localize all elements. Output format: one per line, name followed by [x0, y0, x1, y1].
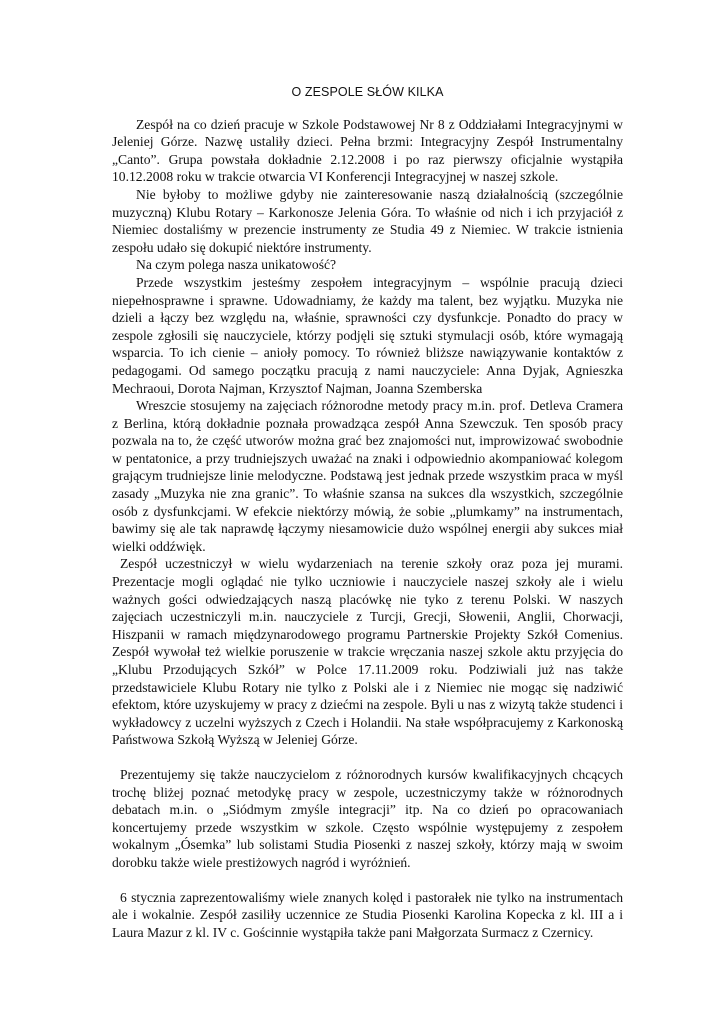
paragraph-presentations: Prezentujemy się także nauczycielom z różnorodnych kursów kwalifikacyjnych chcących trochę bliżej poznać metodykę pracy w zespole, uczestniczymy także w różnorodnych debatach m.in. o „Siódmym zmyśle integracji” itp. Na co dzień po opracowaniach koncertujemy przede wszystkim w szkole. Często wspólnie występujemy z zespołem wokalnym „Ósemka” lub solistami Studia Piosenki z naszej szkoły, którzy mają w swoim dorobku także wiele prestiżowych nagród i wyróżnień.	[112, 766, 623, 870]
document-title: O ZESPOLE SŁÓW KILKA	[291, 85, 444, 99]
paragraph-carols: 6 stycznia zaprezentowaliśmy wiele znanych kolęd i pastorałek nie tylko na instrumentach ale i wokalnie. Zespół zasiliły uczennice ze Studia Piosenki Karolina Kopecka z kl. III a i Laura Mazur z kl. IV c. Gościnnie wystąpiła także pani Małgorzata Surmacz z Czernicy.	[112, 889, 623, 940]
paragraph-methods: Wreszcie stosujemy na zajęciach różnorodne metody pracy m.in. prof. Detleva Cramera z Berlina, którą dokładnie poznała prowadząca zespół Anna Szewczuk. Ten sposób pracy pozwala na to, że część utworów można grać bez znajomości nut, improwizować swobodnie w pentatonice, a przy trudniejszych uważać na znaki i odpowiednio akompaniować kolegom grającym trudniejsze linie melodyczne. Podstawą jest jednak przede wszystkim praca w myśl zasady „Muzyka nie zna granic”. To właśnie szansa na sukces dla wszystkich, szczególnie osób z dysfunkcjami. W efekcie niektórzy mówią, że sobie „plumkamy” na instrumentach, bawimy się ale tak naprawdę łączymy niesamowicie dużo wspólnej energii aby sukces miał wielki oddźwięk.	[112, 398, 623, 554]
paragraph-question: Na czym polega nasza unikatowość?	[136, 257, 337, 273]
paragraph-intro: Zespół na co dzień pracuje w Szkole Podstawowej Nr 8 z Oddziałami Integracyjnymi w Jeleniej Górze. Nazwę ustaliły dzieci. Pełna brzmi: Integracyjny Zespół Instrumentalny „Canto”. Grupa powstała dokładnie 2.12.2008 i po raz pierwszy oficjalnie wystąpiła 10.12.2008 roku w trakcie otwarcia VI Konferencji Integracyjnej w naszej szkole.	[112, 116, 623, 185]
paragraph-events: Zespół uczestniczył w wielu wydarzeniach na terenie szkoły oraz poza jej murami. Prezentacje mogli oglądać nie tylko uczniowie i nauczyciele naszej szkoły ale i wielu ważnych gości odwiedzających naszą placówkę nie tyko z terenu Polski. W naszych zajęciach uczestniczyli m.in. nauczyciele z Turcji, Grecji, Słowenii, Anglii, Chorwacji, Hiszpanii w ramach międzynarodowego programu Partnerskie Projekty Szkół Comenius. Zespół wywołał też wielkie poruszenie w trakcie wręczania naszej szkole aktu przyjęcia do „Klubu Przodujących Szkół” w Polce 17.11.2009 roku. Podziwiali już nas także przedstawiciele Klubu Rotary nie tylko z Polski ale i z Niemiec nie mogąc się nadziwić efektom, które uzyskujemy w pracy z dziećmi na zespole. Byli u nas z wizytą także studenci i wykładowcy z uczelni wyższych z Czech i Holandii. Na stałe współpracujemy z Karkonoską Państwowa Szkołą Wyższą w Jeleniej Górze.	[112, 556, 623, 748]
paragraph-integration: Przede wszystkim jesteśmy zespołem integracyjnym – wspólnie pracują dzieci niepełnosprawne i sprawne. Udowadniamy, że każdy ma talent, bez wyjątku. Muzyka nie dzieli a łączy bez względu na, właśnie, sprawności czy dysfunkcje. Ponadto do pracy w zespole zgłosili się nauczyciele, którzy podjęli się sztuki stymulacji osób, które wymagają wsparcia. To ich cienie – anioły pomocy. To również bliższe nawiązywanie kontaktów z pedagogami. Od samego początku pracują z nami nauczyciele: Anna Dyjak, Agnieszka Mechraoui, Dorota Najman, Krzysztof Najman, Joanna Szemberska	[112, 274, 623, 396]
paragraph-rotary: Nie byłoby to możliwe gdyby nie zainteresowanie naszą działalnością (szczególnie muzyczną) Klubu Rotary – Karkonosze Jelenia Góra. To właśnie od nich i ich przyjaciół z Niemiec dostaliśmy w prezencie instrumenty ze Studia 49 z Niemiec. W trakcie istnienia zespołu udało się dokupić niektóre instrumenty.	[112, 186, 623, 255]
